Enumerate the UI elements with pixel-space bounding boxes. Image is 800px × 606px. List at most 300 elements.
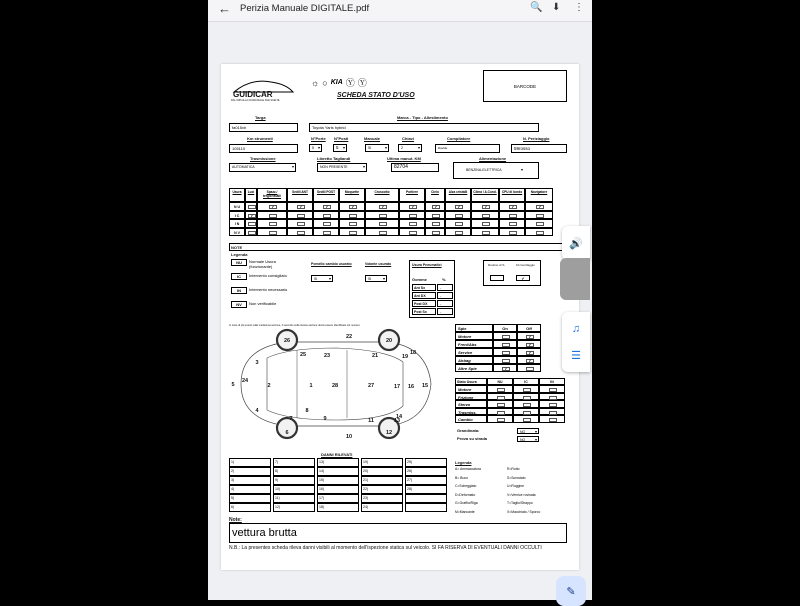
spie-off-label: Off bbox=[517, 324, 541, 332]
grid-cell bbox=[399, 211, 425, 220]
stato-cell bbox=[539, 400, 565, 408]
part-number-2: 2 bbox=[267, 383, 271, 389]
stato-cell bbox=[513, 408, 539, 416]
checked-checkbox[interactable]: ✔ bbox=[502, 367, 510, 371]
checkbox[interactable] bbox=[269, 214, 277, 218]
grid-cell bbox=[525, 219, 553, 228]
compilatore-field[interactable]: Davide bbox=[435, 144, 500, 153]
grid-row-label: N V bbox=[229, 228, 245, 237]
grid-cell bbox=[425, 211, 445, 220]
checked-checkbox[interactable]: ✔ bbox=[432, 205, 440, 209]
porte-label: N°Porte bbox=[311, 136, 326, 141]
grid-header-3: Sedili ANT bbox=[287, 188, 313, 202]
part-number-4: 4 bbox=[255, 408, 259, 414]
pdf-page[interactable] bbox=[221, 64, 579, 570]
grid-cell bbox=[471, 211, 499, 220]
marca-field[interactable]: Toyota Yaris hybrid bbox=[309, 123, 539, 132]
part-number-13: 13 bbox=[393, 418, 401, 424]
part-number-15: 15 bbox=[421, 383, 429, 389]
stato-col-NU: NU bbox=[487, 378, 513, 385]
tyre-select[interactable]: - bbox=[437, 308, 453, 315]
danni-cell[interactable] bbox=[229, 458, 271, 467]
stato-item: Cambio bbox=[455, 415, 487, 423]
grid-cell bbox=[499, 211, 525, 220]
danni-number: 13) bbox=[319, 460, 325, 464]
vw-commercial-logo-icon: Ⓨ bbox=[357, 78, 367, 88]
grid-cell bbox=[339, 219, 365, 228]
stato-usura-block bbox=[455, 378, 565, 424]
checkbox[interactable] bbox=[432, 222, 440, 226]
tool-panel bbox=[562, 312, 590, 372]
legenda2-item: G=Graffio/Riga bbox=[455, 501, 478, 505]
legend-text: Intervento necessario bbox=[249, 287, 288, 292]
legenda2-item: M=Mancante bbox=[455, 509, 475, 514]
danni-cell[interactable] bbox=[317, 485, 359, 494]
danni-number: 24) bbox=[363, 505, 369, 509]
checked-checkbox[interactable]: ✔ bbox=[269, 205, 277, 209]
checkbox[interactable] bbox=[323, 231, 331, 235]
checked-checkbox[interactable]: ✔ bbox=[379, 205, 387, 209]
targa-field[interactable]: fa015vh bbox=[229, 123, 298, 132]
checkbox[interactable] bbox=[432, 231, 440, 235]
kit-checkbox[interactable]: ✔ bbox=[516, 275, 530, 281]
grid-cell bbox=[499, 228, 525, 237]
checkbox[interactable] bbox=[323, 222, 331, 226]
checkbox[interactable] bbox=[409, 222, 417, 226]
checkbox[interactable] bbox=[497, 403, 505, 407]
stato-cell bbox=[487, 393, 513, 401]
danni-cell[interactable] bbox=[273, 503, 315, 512]
spie-item: Altre Spie bbox=[455, 364, 493, 372]
porte-select[interactable]: 5 ▾ bbox=[309, 144, 322, 152]
danni-number: 19) bbox=[363, 460, 369, 464]
tyre-block bbox=[409, 260, 455, 318]
checked-checkbox[interactable]: ✔ bbox=[323, 205, 331, 209]
alimentazione-box bbox=[453, 162, 539, 179]
checkbox[interactable] bbox=[549, 418, 557, 422]
danni-cell[interactable] bbox=[405, 503, 447, 512]
trasmissione-select[interactable]: AUTOMATICA ▾ bbox=[229, 163, 296, 172]
stato-cell bbox=[539, 408, 565, 416]
tyre-position: Ant DX bbox=[412, 292, 436, 299]
grid-row-label: I N bbox=[229, 219, 245, 228]
danni-cell[interactable] bbox=[317, 494, 359, 503]
smart-logo-icon: ○ bbox=[322, 77, 328, 88]
spie-item: Motore bbox=[455, 332, 493, 340]
checkbox[interactable] bbox=[536, 222, 544, 226]
checkbox[interactable] bbox=[497, 396, 505, 400]
chiavi-label: Chiavi bbox=[402, 136, 415, 141]
grid-header-7: Portiere bbox=[399, 188, 425, 202]
danni-cell[interactable] bbox=[361, 503, 403, 512]
spie-on-cell bbox=[493, 332, 517, 340]
checked-checkbox[interactable]: ✔ bbox=[536, 205, 544, 209]
checkbox[interactable] bbox=[248, 205, 256, 209]
danni-cell[interactable] bbox=[273, 485, 315, 494]
checkbox[interactable] bbox=[482, 214, 490, 218]
note2-label: Note: bbox=[229, 517, 242, 523]
danni-number: 17) bbox=[319, 496, 325, 500]
checkbox[interactable] bbox=[269, 222, 277, 226]
stato-cell bbox=[539, 415, 565, 423]
grid-cell bbox=[365, 202, 399, 211]
checkbox[interactable] bbox=[523, 396, 531, 400]
grid-cell bbox=[245, 211, 257, 220]
grid-row-label: I C bbox=[229, 211, 245, 220]
tyre-select[interactable]: - bbox=[437, 284, 453, 291]
checkbox[interactable] bbox=[523, 418, 531, 422]
danni-number: 2) bbox=[231, 469, 235, 473]
grid-header-12: Navigatore bbox=[525, 188, 553, 202]
grid-cell bbox=[525, 228, 553, 237]
checkbox[interactable] bbox=[523, 388, 531, 392]
grid-header-8: Cielo bbox=[425, 188, 445, 202]
grid-cell bbox=[313, 228, 339, 237]
grid-header-0: Usura bbox=[229, 188, 245, 202]
checkbox[interactable] bbox=[536, 214, 544, 218]
danni-cell[interactable] bbox=[229, 485, 271, 494]
danni-number: 12) bbox=[275, 505, 281, 509]
form-heading: SCHEDA STATO D'USO bbox=[337, 92, 415, 99]
grid-header-6: Cruscotto bbox=[365, 188, 399, 202]
grid-header-11: CPU di bordo bbox=[499, 188, 525, 202]
download-icon[interactable]: ⬇ bbox=[552, 2, 561, 13]
checkbox[interactable] bbox=[523, 403, 531, 407]
danni-cell[interactable] bbox=[405, 494, 447, 503]
tyre-select[interactable]: - bbox=[437, 300, 453, 307]
checkbox[interactable] bbox=[455, 231, 463, 235]
legend-text: Intervento consigliato bbox=[249, 273, 287, 278]
danni-cell[interactable] bbox=[229, 503, 271, 512]
danni-cell[interactable] bbox=[229, 467, 271, 476]
legenda2-item: B= Buco bbox=[455, 475, 468, 480]
grid-cell bbox=[445, 211, 471, 220]
danni-cell[interactable] bbox=[229, 494, 271, 503]
marca-label: Marca - Tipo - Allestimento bbox=[397, 115, 448, 120]
spie-label: Spie bbox=[455, 324, 493, 332]
part-number-16: 16 bbox=[407, 384, 415, 390]
checkbox[interactable] bbox=[509, 231, 517, 235]
grid-cell bbox=[365, 228, 399, 237]
compilatore-label: Compilatore bbox=[447, 136, 471, 141]
grid-cell bbox=[499, 202, 525, 211]
grandinata-block bbox=[455, 428, 541, 444]
prova-label: Prova su strada bbox=[457, 436, 488, 441]
spie-off-cell bbox=[517, 364, 541, 372]
checkbox[interactable] bbox=[497, 411, 505, 415]
more-icon[interactable]: ⋮ bbox=[574, 2, 584, 13]
posti-select[interactable]: 5 ▾ bbox=[333, 144, 347, 152]
checkbox[interactable] bbox=[502, 343, 510, 347]
ultima-field[interactable]: 82704 bbox=[391, 163, 439, 172]
part-number-6: 6 bbox=[285, 430, 289, 436]
alimentazione-select[interactable]: BENZINA-ELETTRICA ▾ bbox=[464, 167, 524, 175]
checkbox[interactable] bbox=[432, 214, 440, 218]
spie-off-cell bbox=[517, 340, 541, 348]
legend-text: Normale Usura (funzionante) bbox=[249, 259, 276, 269]
tyre-position: Post DX bbox=[412, 300, 436, 307]
danni-grid bbox=[229, 458, 447, 516]
grid-row-label: N U bbox=[229, 202, 245, 211]
part-number-14: 14 bbox=[395, 414, 403, 420]
scroll-handle[interactable] bbox=[560, 258, 590, 300]
checkbox[interactable] bbox=[323, 214, 331, 218]
stato-cell bbox=[487, 408, 513, 416]
legenda2-item: V=Vernice rovinata bbox=[507, 492, 536, 497]
tyre-select[interactable]: - bbox=[437, 292, 453, 299]
legend-code: IN bbox=[231, 287, 247, 294]
checkbox[interactable] bbox=[502, 359, 510, 363]
checkbox[interactable] bbox=[455, 222, 463, 226]
legenda2-item: T=Taglio/Strappo bbox=[507, 501, 533, 505]
grid-cell bbox=[245, 219, 257, 228]
checkbox[interactable] bbox=[497, 418, 505, 422]
search-doc-icon[interactable]: 🔍 bbox=[530, 2, 543, 13]
checkbox[interactable] bbox=[269, 231, 277, 235]
grid-cell bbox=[365, 211, 399, 220]
ruotino-checkbox[interactable] bbox=[490, 275, 504, 281]
danni-cell[interactable] bbox=[317, 476, 359, 485]
audio-tool-icon[interactable]: 🔊 bbox=[562, 226, 590, 260]
km-field[interactable]: 105110 bbox=[229, 144, 298, 153]
checked-checkbox[interactable]: ✔ bbox=[455, 205, 463, 209]
grid-cell bbox=[445, 219, 471, 228]
grid-cell bbox=[313, 202, 339, 211]
danni-number: 21) bbox=[363, 478, 369, 482]
note2-field[interactable]: vettura brutta bbox=[229, 523, 567, 543]
stato-item: Motore bbox=[455, 385, 487, 393]
stato-item: Sterzo bbox=[455, 400, 487, 408]
checked-checkbox[interactable]: ✔ bbox=[409, 205, 417, 209]
volante-label: Volante usurato bbox=[365, 262, 392, 266]
part-number-7: 7 bbox=[289, 416, 293, 422]
grid-header-4: Sedili POST bbox=[313, 188, 339, 202]
danni-cell[interactable] bbox=[361, 458, 403, 467]
checkbox[interactable] bbox=[523, 411, 531, 415]
part-number-12: 12 bbox=[385, 430, 393, 436]
grid-cell bbox=[339, 228, 365, 237]
stato-cell bbox=[539, 393, 565, 401]
checkbox[interactable] bbox=[297, 214, 305, 218]
danni-number: 4) bbox=[231, 487, 235, 491]
danni-cell[interactable] bbox=[405, 458, 447, 467]
checkbox[interactable] bbox=[297, 231, 305, 235]
stato-cell bbox=[487, 385, 513, 393]
checkbox[interactable] bbox=[549, 411, 557, 415]
mercedes-logo-icon: ☼ bbox=[311, 77, 320, 88]
volante-select[interactable]: SI ▾ bbox=[365, 275, 387, 282]
danni-number: 6) bbox=[231, 505, 235, 509]
danni-number: 18) bbox=[319, 505, 325, 509]
grid-cell bbox=[425, 228, 445, 237]
danni-cell[interactable] bbox=[361, 494, 403, 503]
grid-cell bbox=[399, 219, 425, 228]
danni-number: 11) bbox=[275, 496, 280, 500]
danni-number: 28) bbox=[407, 487, 413, 491]
spie-item: Airbag bbox=[455, 356, 493, 364]
stato-item: Frizione bbox=[455, 393, 487, 401]
checkbox[interactable] bbox=[536, 231, 544, 235]
part-number-21: 21 bbox=[371, 353, 379, 359]
danni-cell[interactable] bbox=[361, 467, 403, 476]
checked-checkbox[interactable]: ✔ bbox=[526, 359, 534, 363]
sliders-icon[interactable]: ☰ bbox=[571, 349, 581, 362]
stato-cell bbox=[513, 393, 539, 401]
brand-subtitle: DAL 1965 ALLA GUIDA DELLE SUE SCELTE bbox=[231, 99, 280, 102]
grid-header-10: Clima / A.Cond. bbox=[471, 188, 499, 202]
gomme-label: Gomme bbox=[412, 277, 427, 282]
stato-item: Trasmiss. bbox=[455, 408, 487, 416]
grid-cell bbox=[525, 211, 553, 220]
checkbox[interactable] bbox=[549, 396, 557, 400]
spie-off-cell bbox=[517, 332, 541, 340]
chiavi-select[interactable]: 2 ▾ bbox=[398, 144, 422, 152]
part-number-5: 5 bbox=[231, 382, 235, 388]
checkbox[interactable] bbox=[379, 231, 387, 235]
vw-logo-icon: Ⓨ bbox=[345, 78, 355, 88]
grid-cell bbox=[339, 211, 365, 220]
checked-checkbox[interactable]: ✔ bbox=[349, 205, 357, 209]
grid-header-9: Alza cristalli bbox=[445, 188, 471, 202]
spie-on-cell bbox=[493, 364, 517, 372]
grid-header-1: Luci bbox=[245, 188, 257, 202]
note-label: NOTE bbox=[231, 245, 243, 250]
danni-cell[interactable] bbox=[273, 494, 315, 503]
ruotino-label: Ruotino di S. bbox=[488, 263, 506, 267]
danni-number: 26) bbox=[407, 469, 413, 473]
grandinata-select[interactable]: NO ▾ bbox=[517, 428, 539, 434]
part-number-3: 3 bbox=[255, 360, 259, 366]
checkbox[interactable] bbox=[409, 231, 417, 235]
grid-cell bbox=[445, 202, 471, 211]
checkbox[interactable] bbox=[455, 214, 463, 218]
grid-cell bbox=[287, 211, 313, 220]
grid-cell bbox=[257, 228, 287, 237]
checkbox[interactable] bbox=[509, 222, 517, 226]
brand-logo: GUIDICAR bbox=[233, 90, 273, 99]
part-number-23: 23 bbox=[323, 353, 331, 359]
checked-checkbox[interactable]: ✔ bbox=[526, 343, 534, 347]
grid-cell bbox=[245, 202, 257, 211]
checkbox[interactable] bbox=[248, 222, 256, 226]
danni-cell[interactable] bbox=[273, 458, 315, 467]
stato-cell bbox=[487, 400, 513, 408]
legend-block bbox=[229, 252, 289, 316]
back-arrow-icon[interactable]: ← bbox=[218, 1, 231, 16]
checkbox[interactable] bbox=[379, 222, 387, 226]
danni-cell[interactable] bbox=[229, 476, 271, 485]
checked-checkbox[interactable]: ✔ bbox=[482, 205, 490, 209]
danni-cell[interactable] bbox=[361, 476, 403, 485]
stato-cell bbox=[513, 415, 539, 423]
danni-number: 7) bbox=[275, 460, 279, 464]
stato-cell bbox=[513, 385, 539, 393]
stato-cell bbox=[513, 400, 539, 408]
checkbox[interactable] bbox=[482, 231, 490, 235]
part-number-10: 10 bbox=[345, 434, 353, 440]
pdf-viewer bbox=[208, 0, 592, 600]
part-number-20: 20 bbox=[385, 338, 393, 344]
checkbox[interactable] bbox=[297, 222, 305, 226]
manuale-select[interactable]: SI ▾ bbox=[365, 144, 389, 152]
part-number-11: 11 bbox=[368, 418, 374, 424]
checkbox[interactable] bbox=[349, 231, 357, 235]
checkbox[interactable] bbox=[526, 367, 534, 371]
edit-pen-button[interactable]: ✎ bbox=[556, 576, 586, 606]
checkbox[interactable] bbox=[497, 388, 505, 392]
pomello-label: Pomello cambio usurato bbox=[311, 262, 352, 266]
car-damage-diagram[interactable] bbox=[227, 328, 435, 444]
checkbox[interactable] bbox=[349, 222, 357, 226]
checkbox[interactable] bbox=[482, 222, 490, 226]
legenda2-item: R=Rotto bbox=[507, 467, 520, 471]
stato-label: Stato Usura bbox=[455, 378, 487, 385]
pomello-select[interactable]: SI ▾ bbox=[311, 275, 333, 282]
checked-checkbox[interactable]: ✔ bbox=[526, 351, 534, 355]
legenda2-item: U=Ruggine bbox=[507, 484, 525, 488]
legend-title: Legenda bbox=[231, 252, 248, 257]
grid-cell bbox=[245, 228, 257, 237]
part-number-8: 8 bbox=[305, 408, 309, 414]
checked-checkbox[interactable]: ✔ bbox=[509, 205, 517, 209]
danni-cell[interactable] bbox=[273, 476, 315, 485]
danni-number: 27) bbox=[407, 478, 413, 482]
perito-field[interactable]: 59rosso bbox=[511, 144, 567, 153]
checked-checkbox[interactable]: ✔ bbox=[526, 335, 534, 339]
grid-cell bbox=[313, 219, 339, 228]
prova-select[interactable]: NO ▾ bbox=[517, 436, 539, 442]
danni-cell[interactable] bbox=[405, 485, 447, 494]
danni-cell[interactable] bbox=[405, 476, 447, 485]
danni-number: 22) bbox=[363, 487, 369, 491]
danni-number: 15) bbox=[319, 478, 325, 482]
checked-checkbox[interactable]: ✔ bbox=[297, 205, 305, 209]
checkbox[interactable] bbox=[549, 403, 557, 407]
usura-pneumatici-label: Usura Pneumatici bbox=[412, 263, 442, 267]
spie-on-cell bbox=[493, 348, 517, 356]
checkbox[interactable] bbox=[349, 214, 357, 218]
danni-number: 5) bbox=[231, 496, 235, 500]
danni-cell[interactable] bbox=[361, 485, 403, 494]
checkbox[interactable] bbox=[379, 214, 387, 218]
grid-cell bbox=[339, 202, 365, 211]
danni-cell[interactable] bbox=[317, 467, 359, 476]
checkbox[interactable] bbox=[509, 214, 517, 218]
viewer-toolbar bbox=[208, 0, 592, 22]
grid-cell bbox=[471, 202, 499, 211]
legend-code: NV bbox=[231, 301, 247, 308]
checkbox[interactable] bbox=[502, 351, 510, 355]
checkbox[interactable] bbox=[409, 214, 417, 218]
libretto-select[interactable]: NON PRESENTE ▾ bbox=[317, 163, 367, 172]
checked-checkbox[interactable]: ✔ bbox=[248, 214, 256, 218]
checkbox[interactable] bbox=[549, 388, 557, 392]
spie-on-cell bbox=[493, 356, 517, 364]
spie-on-label: On bbox=[493, 324, 517, 332]
music-note-icon[interactable]: ♫ bbox=[571, 322, 581, 335]
checkbox[interactable] bbox=[502, 335, 510, 339]
grid-cell bbox=[425, 202, 445, 211]
danni-cell[interactable] bbox=[317, 458, 359, 467]
danni-number: 20) bbox=[363, 469, 369, 473]
grid-header-2: Spazz./ tergicristalli bbox=[257, 188, 287, 202]
danni-cell[interactable] bbox=[273, 467, 315, 476]
part-number-25: 25 bbox=[299, 352, 307, 358]
danni-cell[interactable] bbox=[405, 467, 447, 476]
checkbox[interactable] bbox=[248, 231, 256, 235]
danni-cell[interactable] bbox=[317, 503, 359, 512]
legenda2-item: A= Ammaccatura bbox=[455, 467, 481, 471]
